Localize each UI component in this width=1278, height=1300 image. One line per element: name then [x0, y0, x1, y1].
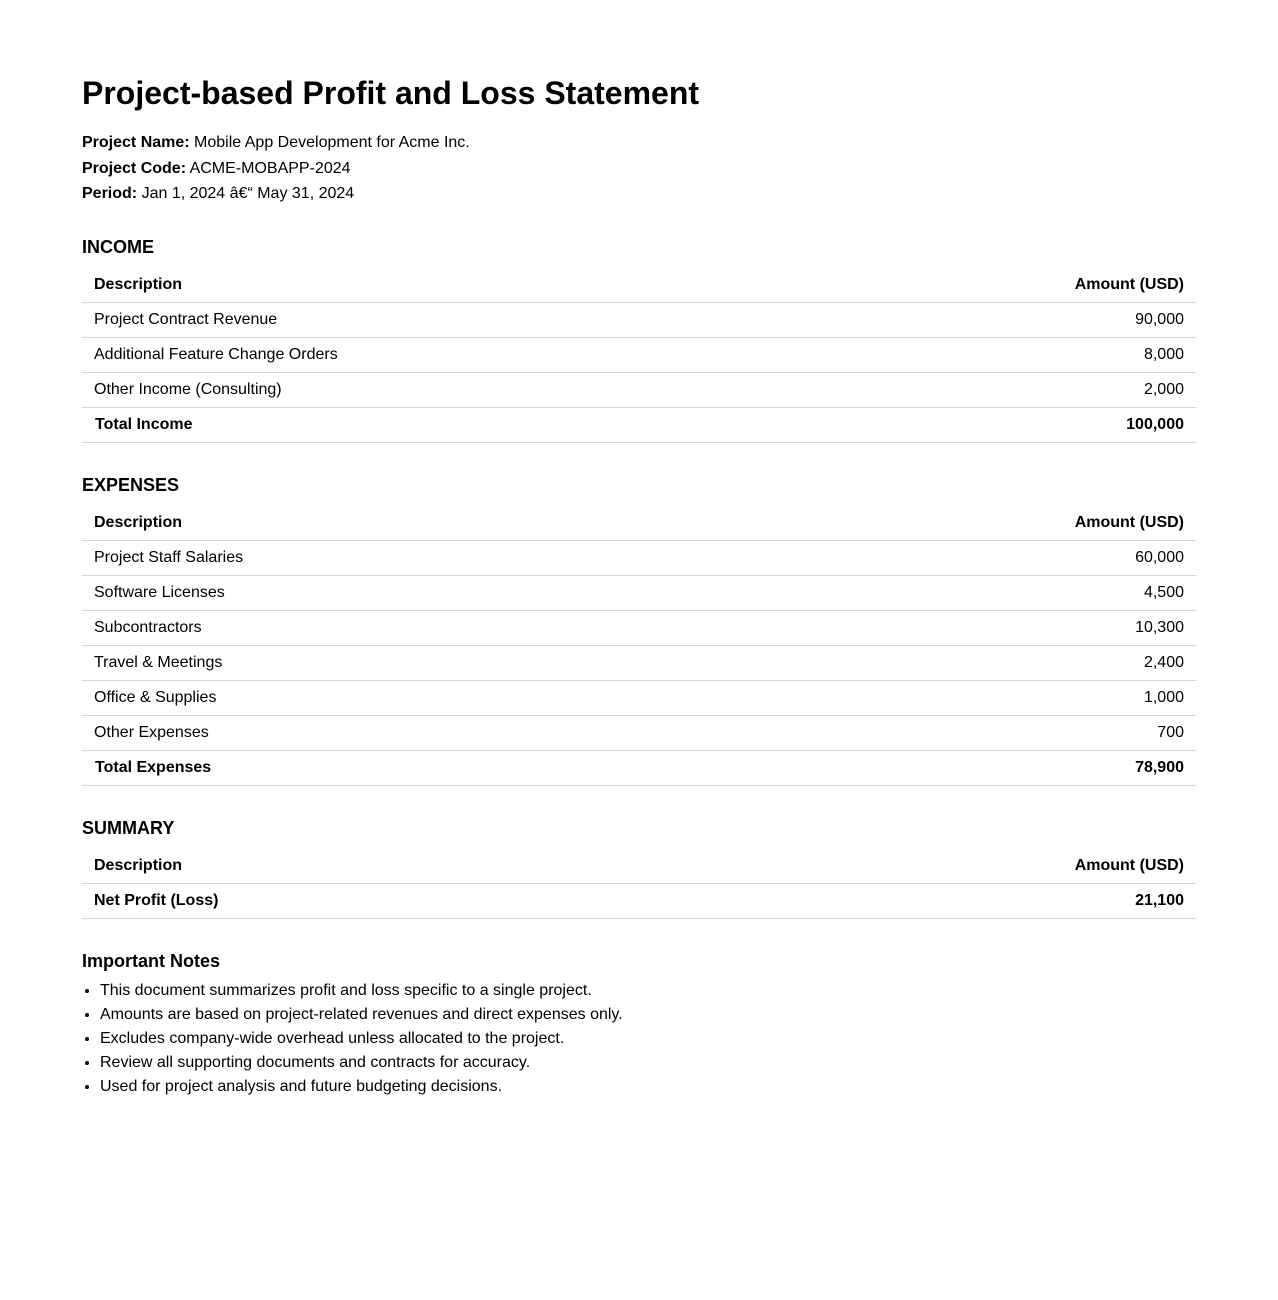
- row-amount: 4,500: [711, 576, 1196, 611]
- list-item: • Amounts are based on project-related revenues and direct expenses only.: [100, 1003, 623, 1027]
- row-description: Other Income (Consulting): [82, 373, 826, 408]
- list-item: • Used for project analysis and future budgeting decisions.: [100, 1075, 623, 1099]
- net-profit-amount: 21,100: [669, 884, 1196, 919]
- notes-heading: Important Notes: [82, 951, 221, 971]
- net-profit-row: [82, 884, 1196, 919]
- period-value: Jan 1, 2024 â€“ May 31, 2024: [141, 185, 355, 202]
- row-description: Software Licenses: [82, 576, 711, 611]
- project-name-value: Mobile App Development for Acme Inc.: [194, 134, 470, 151]
- project-code-label: Project Code:: [82, 159, 187, 177]
- income-heading: INCOME: [82, 237, 154, 257]
- expenses-total-row: [82, 751, 1196, 786]
- project-name-label: Project Name:: [82, 134, 190, 151]
- summary-col-description: Description: [82, 849, 669, 884]
- summary-heading: SUMMARY: [82, 818, 175, 838]
- row-amount: 2,400: [711, 646, 1196, 681]
- income-total-label: Total Income: [82, 408, 826, 443]
- net-profit-label: Net Profit (Loss): [82, 884, 669, 919]
- period-label: Period:: [82, 185, 138, 202]
- table-row: [82, 646, 1196, 681]
- summary-table: [82, 849, 1196, 919]
- summary-col-amount: Amount (USD): [669, 849, 1196, 884]
- row-description: Subcontractors: [82, 611, 711, 646]
- income-col-description: Description: [82, 268, 826, 303]
- table-row: [82, 303, 1196, 338]
- expenses-total-label: Total Expenses: [82, 751, 711, 786]
- list-item: • Excludes company-wide overhead unless allocated to the project.: [100, 1027, 623, 1051]
- summary-header-row: [82, 849, 1196, 884]
- table-row: [82, 611, 1196, 646]
- table-row: [82, 541, 1196, 576]
- list-item: • This document summarizes profit and loss specific to a single project.: [100, 979, 623, 1003]
- table-row: [82, 338, 1196, 373]
- row-description: Other Expenses: [82, 716, 711, 751]
- income-col-amount: Amount (USD): [826, 268, 1196, 303]
- row-amount: 60,000: [711, 541, 1196, 576]
- row-amount: 10,300: [711, 611, 1196, 646]
- expenses-total-amount: 78,900: [711, 751, 1196, 786]
- page-title: Project-based Profit and Loss Statement: [82, 75, 700, 111]
- income-header-row: [82, 268, 1196, 303]
- income-table: [82, 268, 1196, 443]
- row-description: Additional Feature Change Orders: [82, 338, 826, 373]
- period-row: [82, 181, 470, 207]
- expenses-col-description: Description: [82, 506, 711, 541]
- table-row: [82, 576, 1196, 611]
- row-amount: 8,000: [826, 338, 1196, 373]
- expenses-col-amount: Amount (USD): [711, 506, 1196, 541]
- table-row: [82, 716, 1196, 751]
- project-code-value: ACME-MOBAPP-2024: [189, 159, 351, 177]
- row-amount: 1,000: [711, 681, 1196, 716]
- row-amount: 2,000: [826, 373, 1196, 408]
- row-description: Project Staff Salaries: [82, 541, 711, 576]
- expenses-header-row: [82, 506, 1196, 541]
- list-item: • Review all supporting documents and contracts for accuracy.: [100, 1051, 623, 1075]
- table-row: [82, 373, 1196, 408]
- notes-list: [82, 979, 623, 1099]
- row-amount: 90,000: [826, 303, 1196, 338]
- row-description: Project Contract Revenue: [82, 303, 826, 338]
- row-description: Travel & Meetings: [82, 646, 711, 681]
- row-description: Office & Supplies: [82, 681, 711, 716]
- income-total-amount: 100,000: [826, 408, 1196, 443]
- project-code-row: [82, 156, 470, 182]
- project-meta: [82, 130, 470, 207]
- project-name-row: [82, 130, 470, 156]
- row-amount: 700: [711, 716, 1196, 751]
- expenses-table: [82, 506, 1196, 786]
- expenses-heading: EXPENSES: [82, 475, 180, 495]
- table-row: [82, 681, 1196, 716]
- income-total-row: [82, 408, 1196, 443]
